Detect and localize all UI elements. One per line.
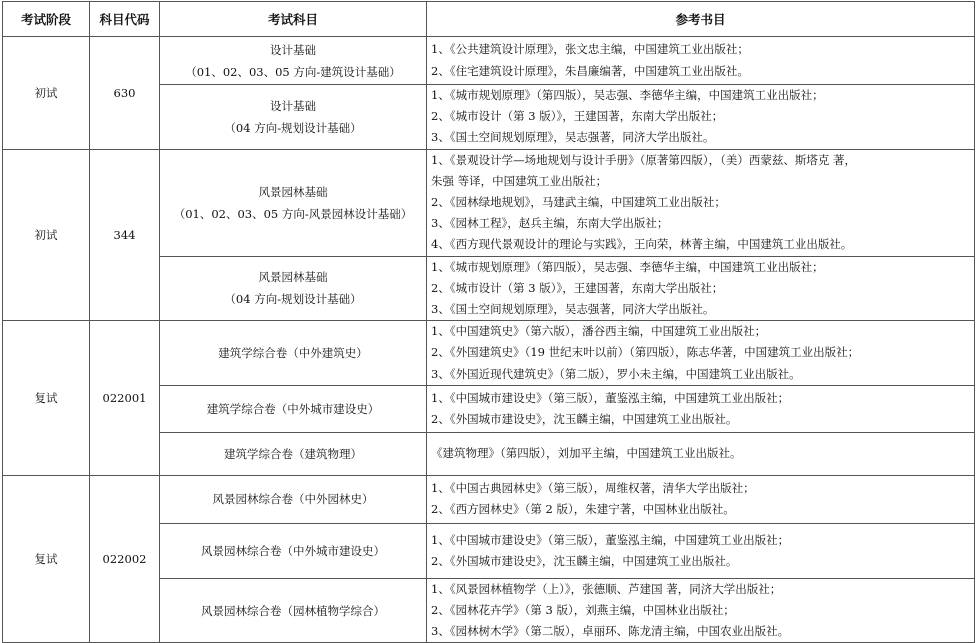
reference-books-cell	[427, 85, 975, 150]
reference-book-line: 3、《国土空间规划原理》，吴志强著，同济大学出版社。	[431, 302, 715, 317]
subject-name-line: 建筑学综合卷（建筑物理）	[224, 446, 362, 461]
subject-code-cell: 344	[90, 149, 160, 321]
reference-book-line: 3、《园林树木学》（第二版），卓丽环、陈龙清主编，中国农业出版社。	[431, 624, 790, 639]
table-row	[3, 37, 975, 85]
reference-books-table	[2, 1, 975, 643]
exam-subject-cell	[160, 432, 427, 475]
exam-subject-cell	[160, 475, 427, 523]
reference-books-cell	[427, 432, 975, 475]
reference-book-line: 1、《风景园林植物学（上）》，张德顺、芦建国 著，同济大学出版社；	[431, 581, 782, 596]
subject-name-line: 风景园林基础	[258, 184, 328, 199]
exam-subject-cell	[160, 385, 427, 432]
exam-subject-cell	[160, 578, 427, 643]
stage-cell: 复试	[3, 321, 90, 476]
reference-book-line: 3、《外国近现代建筑史》（第二版），罗小未主编，中国建筑工业出版社。	[431, 366, 801, 381]
subject-name-line: （04 方向-规划设计基础）	[224, 120, 362, 135]
reference-book-line: 2、《城市设计（第 3 版）》，王建国著，东南大学出版社；	[431, 109, 724, 124]
table-row	[3, 321, 975, 386]
table-body	[3, 37, 975, 643]
subject-name-line: 建筑学综合卷（中外城市建设史）	[206, 401, 380, 416]
reference-books-cell	[427, 385, 975, 432]
subject-name-line: （01、02、03、05 方向-风景园林设计基础）	[173, 206, 413, 221]
subject-name-line: 风景园林综合卷（园林植物学综合）	[201, 603, 385, 618]
reference-book-line: 2、《园林绿地规划》，马建武主编，中国建筑工业出版社；	[431, 195, 726, 210]
header-references: 参考书目	[427, 2, 975, 37]
reference-books-cell	[427, 37, 975, 85]
reference-book-line: 2、《外国建筑史》（19 世纪末叶以前）（第四版），陈志华著，中国建筑工业出版社；	[431, 345, 860, 360]
exam-subject-cell	[160, 321, 427, 386]
header-stage: 考试阶段	[3, 2, 90, 37]
header-row	[3, 2, 975, 37]
reference-book-line: 1、《城市规划原理》（第四版），吴志强、李德华主编，中国建筑工业出版社；	[431, 88, 824, 102]
stage-cell: 初试	[3, 149, 90, 321]
reference-book-line: 朱强 等译，中国建筑工业出版社；	[431, 173, 608, 188]
subject-name-line: （04 方向-规划设计基础）	[224, 292, 362, 307]
reference-books-cell	[427, 523, 975, 578]
reference-books-cell	[427, 475, 975, 523]
reference-book-line: 2、《园林花卉学》（第 3 版），刘燕主编，中国林业出版社；	[431, 603, 735, 618]
reference-book-line: 3、《园林工程》，赵兵主编，东南大学出版社；	[431, 216, 669, 231]
reference-books-cell	[427, 256, 975, 321]
exam-subject-cell	[160, 37, 427, 85]
reference-book-line: 2、《外国城市建设史》，沈玉麟主编，中国建筑工业出版社。	[431, 411, 738, 426]
subject-code-cell: 630	[90, 37, 160, 150]
reference-books-cell	[427, 578, 975, 643]
table-row	[3, 149, 975, 256]
reference-books-cell	[427, 149, 975, 256]
stage-cell: 初试	[3, 37, 90, 150]
subject-name-line: 建筑学综合卷（中外建筑史）	[218, 346, 368, 361]
table-row	[3, 475, 975, 523]
reference-books-cell	[427, 321, 975, 386]
exam-subject-cell	[160, 149, 427, 256]
reference-book-line: 4、《西方现代景观设计的理论与实践》，王向荣，林菁主编，中国建筑工业出版社。	[431, 237, 853, 252]
subject-name-line: （01、02、03、05 方向-建筑设计基础）	[185, 64, 401, 79]
reference-book-line: 1、《景观设计学—场地规划与设计手册》（原著第四版），（美）西蒙兹、斯塔克 著，	[431, 152, 856, 167]
exam-subject-cell	[160, 523, 427, 578]
reference-book-line: 1、《城市规划原理》（第四版），吴志强、李德华主编，中国建筑工业出版社；	[431, 259, 824, 274]
stage-cell: 复试	[3, 475, 90, 643]
subject-name-line: 设计基础	[270, 98, 316, 113]
exam-subject-cell	[160, 256, 427, 321]
subject-name-line: 风景园林基础	[258, 270, 328, 285]
reference-book-line: 1、《公共建筑设计原理》，张文忠主编，中国建筑工业出版社；	[431, 42, 749, 57]
reference-book-line: 2、《外国城市建设史》，沈玉麟主编，中国建筑工业出版社。	[431, 553, 738, 568]
subject-name-line: 风景园林综合卷（中外城市建设史）	[201, 543, 385, 558]
reference-book-line: 1、《中国建筑史》（第六版），潘谷西主编，中国建筑工业出版社；	[431, 324, 767, 339]
reference-book-line: 2、《西方园林史》（第 2 版），朱建宁著，中国林业出版社。	[431, 502, 735, 517]
reference-book-line: 3、《国土空间规划原理》，吴志强著，同济大学出版社。	[431, 130, 715, 145]
reference-book-line: 2、《住宅建筑设计原理》，朱昌廉编著，中国建筑工业出版社。	[431, 63, 749, 78]
header-subject: 考试科目	[160, 2, 427, 37]
subject-code-cell: 022001	[90, 321, 160, 476]
exam-subject-cell	[160, 85, 427, 150]
reference-book-line: 《建筑物理》（第四版），刘加平主编，中国建筑工业出版社。	[431, 446, 742, 461]
subject-name-line: 风景园林综合卷（中外园林史）	[212, 492, 374, 507]
reference-book-line: 1、《中国古典园林史》（第三版），周维权著，清华大学出版社；	[431, 481, 755, 496]
reference-book-line: 1、《中国城市建设史》（第三版），董鉴泓主编，中国建筑工业出版社；	[431, 532, 790, 547]
header-code: 科目代码	[90, 2, 160, 37]
reference-book-line: 1、《中国城市建设史》（第三版），董鉴泓主编，中国建筑工业出版社；	[431, 390, 790, 405]
subject-name-line: 设计基础	[270, 42, 316, 57]
subject-code-cell: 022002	[90, 475, 160, 643]
reference-book-line: 2、《城市设计（第 3 版）》，王建国著，东南大学出版社；	[431, 280, 724, 295]
